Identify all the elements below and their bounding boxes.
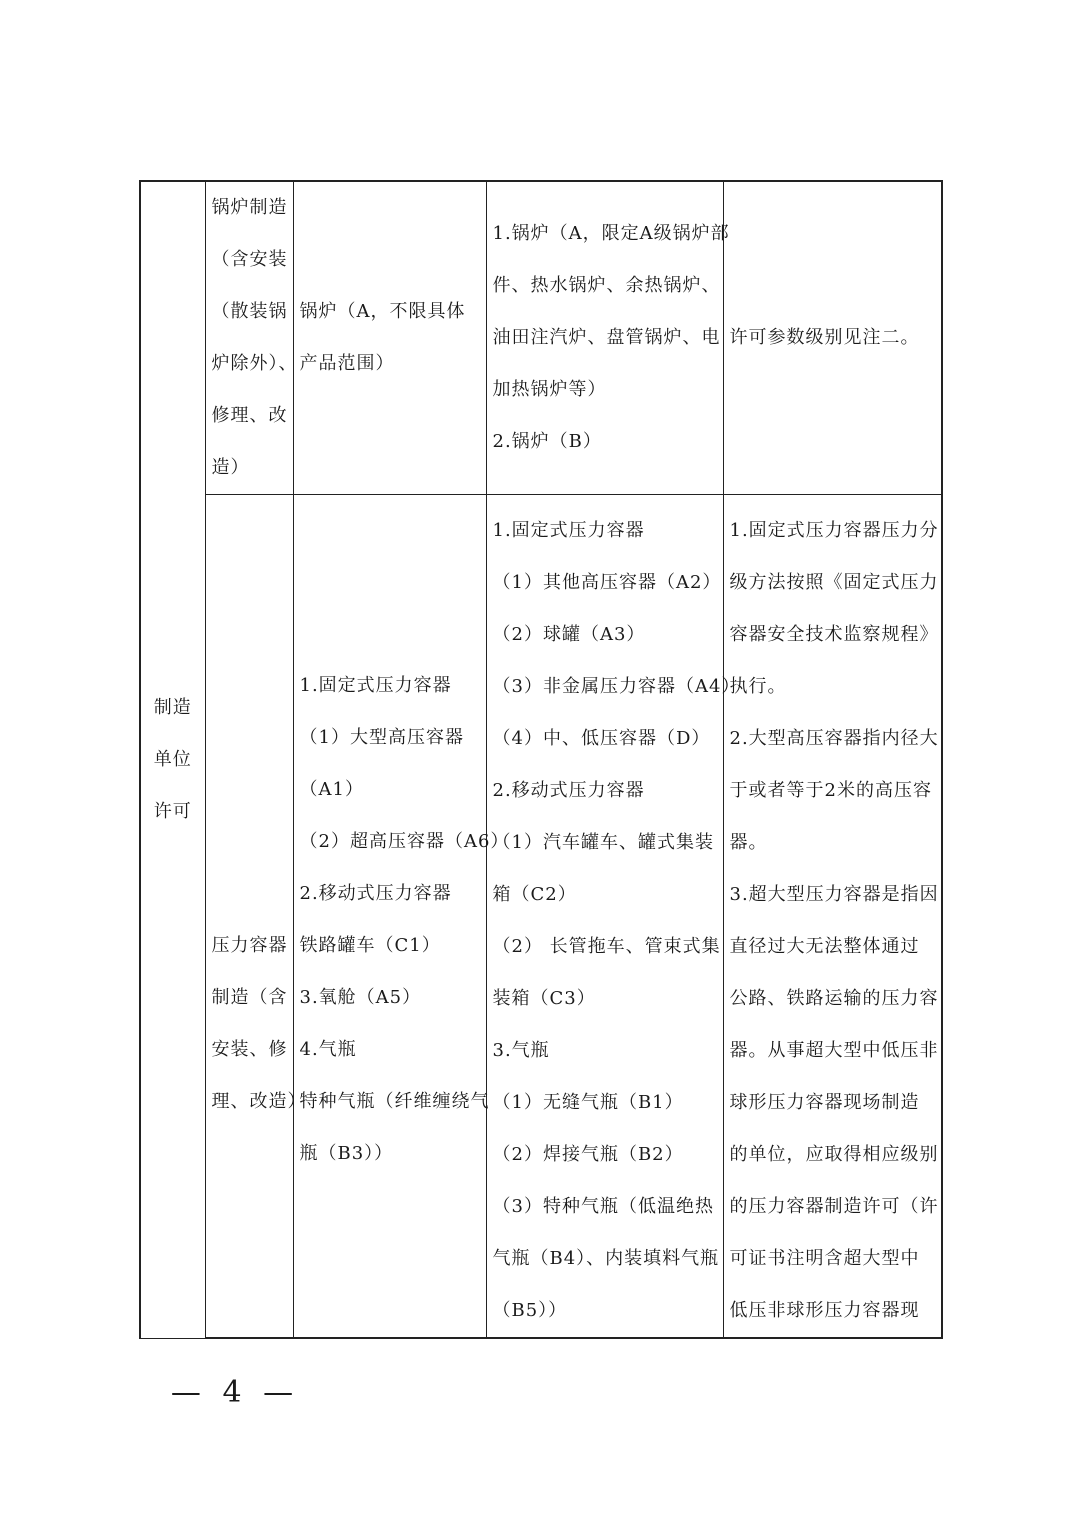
project-line: （散装锅: [211, 301, 288, 322]
project-line: 安装、修: [211, 1038, 288, 1060]
subitem-line: 箱（C2）: [492, 884, 577, 905]
subitem-line: （2） 长管拖车、管束式集: [492, 936, 721, 957]
category-cell: [140, 181, 205, 1338]
remarks-cell-boiler: [723, 181, 942, 495]
subitem-line: 件、热水锅炉、余热锅炉、: [492, 275, 721, 296]
project-line: 炉除外）、: [211, 353, 298, 374]
project-line: 锅炉制造: [211, 197, 288, 218]
project-cell-boiler: [205, 181, 298, 495]
scope-text: 锅炉（A，不限具体产品范围）: [299, 301, 466, 374]
subitem-line: 加热锅炉等）: [492, 379, 607, 400]
remark-line: 的压力容器制造许可（许: [729, 1196, 939, 1217]
scope-line: 铁路罐车（C1）: [299, 935, 441, 956]
scope-line: （2）超高压容器（A6）: [299, 831, 510, 852]
scope-line: （1）大型高压容器: [299, 727, 464, 748]
project-line: 制造（含: [211, 986, 288, 1008]
subitem-line: （4）中、低压容器（D）: [492, 728, 711, 749]
scope-line: 瓶（B3））: [299, 1143, 394, 1164]
remark-line: 3.超大型压力容器是指因: [729, 884, 939, 905]
remark-line: 球形压力容器现场制造: [729, 1092, 920, 1113]
remark-line: 可证书注明含超大型中: [729, 1248, 920, 1269]
project-line: 造）: [211, 457, 250, 478]
subitem-line: （3）特种气瓶（低温绝热: [492, 1196, 714, 1217]
subitem-line: （3）非金属压力容器（A4）: [492, 676, 741, 697]
remark-line: 1.固定式压力容器压力分: [729, 520, 939, 541]
subitems-cell-boiler: [486, 181, 730, 495]
subitem-line: 2.移动式压力容器: [492, 780, 645, 801]
scope-line: 3.氧舱（A5）: [299, 987, 422, 1008]
table-row-boiler: [140, 181, 942, 495]
remark-line: 2.大型高压容器指内径大: [729, 728, 939, 749]
subitem-line: 3.气瓶: [492, 1040, 550, 1061]
subitems-cell-pressure-vessel: [486, 495, 741, 1339]
table-row-pressure-vessel: [140, 495, 942, 1339]
remark-line: 级方法按照《固定式压力: [729, 572, 939, 593]
scope-line: 特种气瓶（纤维缠绕气: [299, 1091, 490, 1112]
project-line: 修理、改: [211, 405, 288, 426]
subitem-line: 1.锅炉（A，限定A级锅炉部: [492, 223, 730, 244]
remark-line: 于或者等于2米的高压容: [729, 780, 932, 801]
scope-line: 1.固定式压力容器: [299, 675, 452, 696]
page-number: — 4 —: [170, 1375, 300, 1410]
subitem-line: 油田注汽炉、盘管锅炉、电: [492, 327, 721, 348]
subitem-line: （B5））: [492, 1300, 568, 1321]
subitem-line: 2.锅炉（B）: [492, 431, 602, 452]
permit-table: [139, 180, 943, 1339]
scope-line: （A1）: [299, 779, 364, 800]
scope-cell-pressure-vessel: [293, 495, 510, 1339]
subitem-line: 气瓶（B4）、内装填料气瓶: [492, 1248, 720, 1269]
scope-line: 2.移动式压力容器: [299, 883, 452, 904]
remark-line: 直径过大无法整体通过: [729, 936, 920, 957]
category-line: 单位: [153, 748, 192, 770]
remark-line: 的单位，应取得相应级别: [729, 1144, 939, 1165]
scope-cell-boiler: [293, 181, 486, 495]
remark-line: 器。: [729, 832, 768, 853]
remark-line: 容器安全技术监察规程》: [729, 624, 939, 645]
subitem-line: （1）其他高压容器（A2）: [492, 572, 722, 593]
remark-line: 低压非球形压力容器现: [729, 1300, 920, 1321]
subitem-line: （2）焊接气瓶（B2）: [492, 1144, 684, 1165]
subitem-line: （1）汽车罐车、罐式集装: [492, 832, 714, 853]
remarks-cell-pressure-vessel: [723, 495, 942, 1339]
project-line: 压力容器: [211, 934, 288, 956]
subitem-line: 装箱（C3）: [492, 988, 596, 1009]
project-line: 理、改造）: [211, 1090, 307, 1112]
remark-line: 器。从事超大型中低压非: [729, 1040, 939, 1061]
subitem-line: 1.固定式压力容器: [492, 520, 645, 541]
subitem-line: （2）球罐（A3）: [492, 624, 646, 645]
scope-line: 4.气瓶: [299, 1039, 357, 1060]
category-line: 许可: [153, 800, 192, 822]
category-line: 制造: [153, 696, 192, 718]
remark-line: 执行。: [729, 676, 787, 697]
remark-text: 许可参数级别见注二。: [729, 327, 920, 348]
remark-line: 公路、铁路运输的压力容: [729, 988, 939, 1009]
project-line: （含安装: [211, 249, 288, 270]
project-cell-pressure-vessel: [205, 495, 307, 1339]
subitem-line: （1）无缝气瓶（B1）: [492, 1092, 684, 1113]
